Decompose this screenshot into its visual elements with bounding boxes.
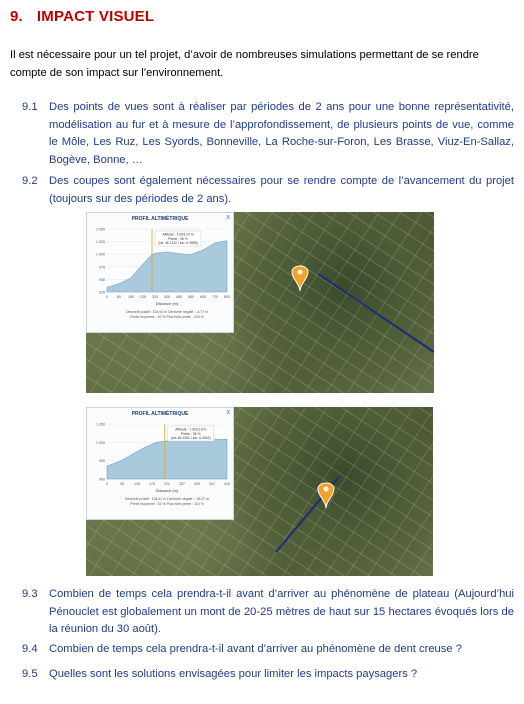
elevation-profile-panel: [86, 212, 234, 333]
y-tick-label: 950: [99, 459, 105, 464]
x-tick-label: 160: [128, 295, 134, 299]
y-tick-label: 900: [99, 477, 105, 482]
profile-stats: Pente moyenne : 31 % Plus forte pente : 110 %: [130, 502, 204, 506]
item-text: Des points de vues sont à réaliser par périodes de 2 ans pour une bonne représentativité, modélisation au fur et à mesure de l’approfondissement, de plusieurs points de vue, comme le Môle, Les Ruz, Les Syords, Bonneville, La Roche-sur-Foron, Les Brasse, Viuz-En-Sallaz, Bogève, Bonne, …: [49, 101, 514, 166]
elevation-chart: [87, 213, 233, 332]
intro-paragraph: Il est nécessaire pour un tel projet, d’avoir de nombreuses simulations permettant de se rendre compte de son impact sur l’environnement.: [10, 49, 479, 79]
y-tick-label: 1 050: [96, 422, 105, 427]
elevation-area: [107, 439, 227, 479]
x-tick-label: 320: [152, 295, 158, 299]
y-tick-label: 975: [99, 265, 105, 270]
item-number: 9.4: [22, 643, 38, 655]
x-tick-label: 347: [209, 482, 215, 486]
x-tick-label: 0: [106, 482, 108, 486]
x-tick-label: 212: [164, 482, 170, 486]
x-tick-label: 415: [224, 482, 230, 486]
x-tick-label: 0: [106, 295, 108, 299]
aerial-map-1[interactable]: [86, 212, 434, 393]
item-number: 9.2: [22, 175, 38, 187]
item-number: 9.3: [22, 588, 38, 600]
elevation-chart: [87, 408, 233, 519]
y-tick-label: 950: [99, 277, 105, 282]
tooltip-line: (lat: 46.1122 / lon: 6.3983): [158, 241, 198, 246]
list-item-9-2: [22, 173, 514, 208]
aerial-map-2[interactable]: [86, 407, 433, 576]
list-item-9-4: [22, 641, 514, 659]
x-tick-label: 235: [140, 295, 146, 299]
x-tick-label: 640: [200, 295, 206, 299]
x-tick-label: 45: [120, 482, 124, 486]
elevation-profile-panel: [86, 407, 234, 520]
section-title: IMPACT VISUEL: [36, 8, 155, 25]
profile-stats: Pente moyenne : 10 % Plus forte pente : 203 %: [130, 315, 204, 319]
x-tick-label: 480: [176, 295, 182, 299]
item-text: Quelles sont les solutions envisagées pour limiter les impacts paysagers ?: [49, 668, 418, 680]
item-text: Des coupes sont également nécessaires pour se rendre compte de l’avancement du projet (toujours sur des périodes de 2 ans).: [49, 175, 514, 205]
y-tick-label: 1 000: [96, 252, 105, 257]
x-tick-label: 125: [134, 482, 140, 486]
profile-stats: Dénivelé positif : 104,91 m Dénivelé négatif : -4,77 m: [125, 310, 209, 314]
y-tick-label: 1 025: [96, 240, 105, 245]
y-tick-label: 1 050: [96, 227, 105, 232]
pin-dot: [298, 270, 303, 275]
list-item-9-5: [22, 666, 514, 684]
close-icon[interactable]: x: [226, 409, 230, 416]
tooltip-line: (lat: 46.1301 / lon: 6.3942): [171, 436, 211, 441]
tooltip-line: Altitude : 1 003,19 m: [162, 232, 194, 237]
item-number: 9.5: [22, 668, 38, 680]
x-axis-label: Distance (m): [155, 488, 179, 493]
elevation-area: [107, 241, 227, 292]
y-tick-label: 925: [99, 290, 105, 295]
tooltip-line: Altitude : 1 003,19 m: [175, 427, 207, 432]
list-item-9-1: [22, 99, 514, 169]
close-icon[interactable]: x: [226, 214, 230, 221]
x-tick-label: 257: [179, 482, 185, 486]
item-text: Combien de temps cela prendra-t-il avant d’arriver au phénomène de dent creuse ?: [49, 643, 462, 655]
x-tick-label: 305: [194, 482, 200, 486]
profile-title: PROFIL ALTIMÉTRIQUE: [131, 216, 189, 222]
list-item-9-3: [22, 586, 514, 639]
x-tick-label: 560: [188, 295, 194, 299]
x-tick-label: 800: [224, 295, 230, 299]
x-tick-label: 170: [149, 482, 155, 486]
x-tick-label: 80: [117, 295, 121, 299]
x-tick-label: 720: [212, 295, 218, 299]
section-number: 9.: [10, 8, 23, 25]
x-axis-label: Distance (m): [155, 301, 179, 306]
pin-dot: [324, 487, 329, 492]
profile-stats: Dénivelé positif : 104,91 m Dénivelé négatif : -18,07 m: [124, 497, 210, 501]
route-line: [318, 274, 434, 352]
item-text: Combien de temps cela prendra-t-il avant d’arriver au phénomène de plateau (Aujourd’hui Pénouclet est globalement un mont de 20-25 mètres de haut sur 15 hectares évoqués lors de la réunion du 30 août).: [49, 588, 514, 635]
y-tick-label: 1 000: [96, 440, 105, 445]
profile-title: PROFIL ALTIMÉTRIQUE: [131, 411, 189, 417]
tooltip-line: Pente : 35 %: [181, 431, 201, 436]
item-number: 9.1: [22, 101, 38, 113]
section-heading: [10, 8, 154, 25]
tooltip-line: Pente : 35 %: [168, 236, 188, 241]
x-tick-label: 400: [164, 295, 170, 299]
